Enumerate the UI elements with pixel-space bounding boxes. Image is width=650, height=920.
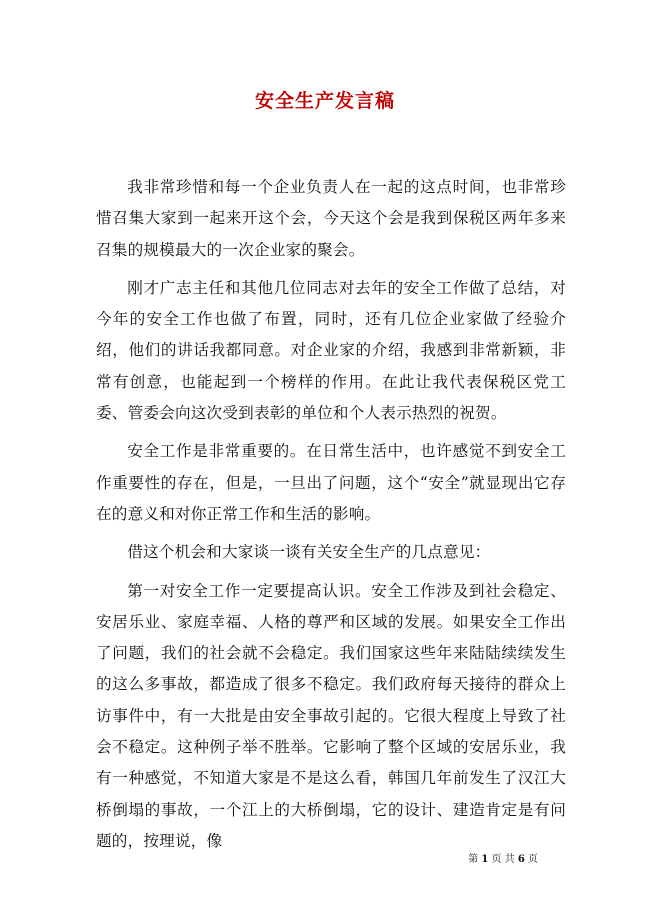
- footer-middle: 页 共: [491, 854, 515, 865]
- paragraph-4: 借这个机会和大家谈一谈有关安全生产的几点意见：: [127, 543, 491, 562]
- document-title: 安全生产发言稿: [254, 90, 395, 112]
- paragraph-5: 第一对安全工作一定要提高认识。安全工作涉及到社会稳定、安居乐业、家庭幸福、人格的尊严和区域的发展。如果安全工作出了问题，我们的社会就不会稳定。我们国家这些年来陆陆续续发生的这么多事故，都造成了很多不稳定。我们政府每天接待的群众上访事件中，有一大批是由安全事故引起的。它很大程度上导致了社会不稳定。这种例子举不胜举。它影响了整个区域的安居乐业，我有一种感觉，不知道大家是不是这么看，韩国几年前发生了汉江大桥倒塌的事故，一个江上的大桥倒塌，它的设计、建造肯定是有问题的，按理说，像: [96, 581, 566, 850]
- footer-current-page: 1: [481, 854, 489, 865]
- page-number-footer: [468, 850, 538, 865]
- document-body: [96, 172, 566, 864]
- footer-total-pages: 6: [517, 854, 525, 865]
- paragraph-3: 安全工作是非常重要的。在日常生活中，也许感觉不到安全工作重要性的存在，但是，一旦出了问题，这个“安全”就显现出它存在的意义和对你正常工作和生活的影响。: [96, 442, 566, 523]
- paragraph-2: 刚才广志主任和其他几位同志对去年的安全工作做了总结，对今年的安全工作也做了布置，同时，还有几位企业家做了经验介绍，他们的讲话我都同意。对企业家的介绍，我感到非常新颖，非常有创意，也能起到一个榜样的作用。在此让我代表保税区党工委、管委会向这次受到表彰的单位和个人表示热烈的祝贺。: [96, 278, 566, 423]
- paragraph-1: 我非常珍惜和每一个企业负责人在一起的这点时间，也非常珍惜召集大家到一起来开这个会，今天这个会是我到保税区两年多来召集的规模最大的一次企业家的聚会。: [96, 178, 566, 259]
- footer-prefix: 第: [468, 854, 479, 865]
- footer-suffix: 页: [528, 854, 538, 865]
